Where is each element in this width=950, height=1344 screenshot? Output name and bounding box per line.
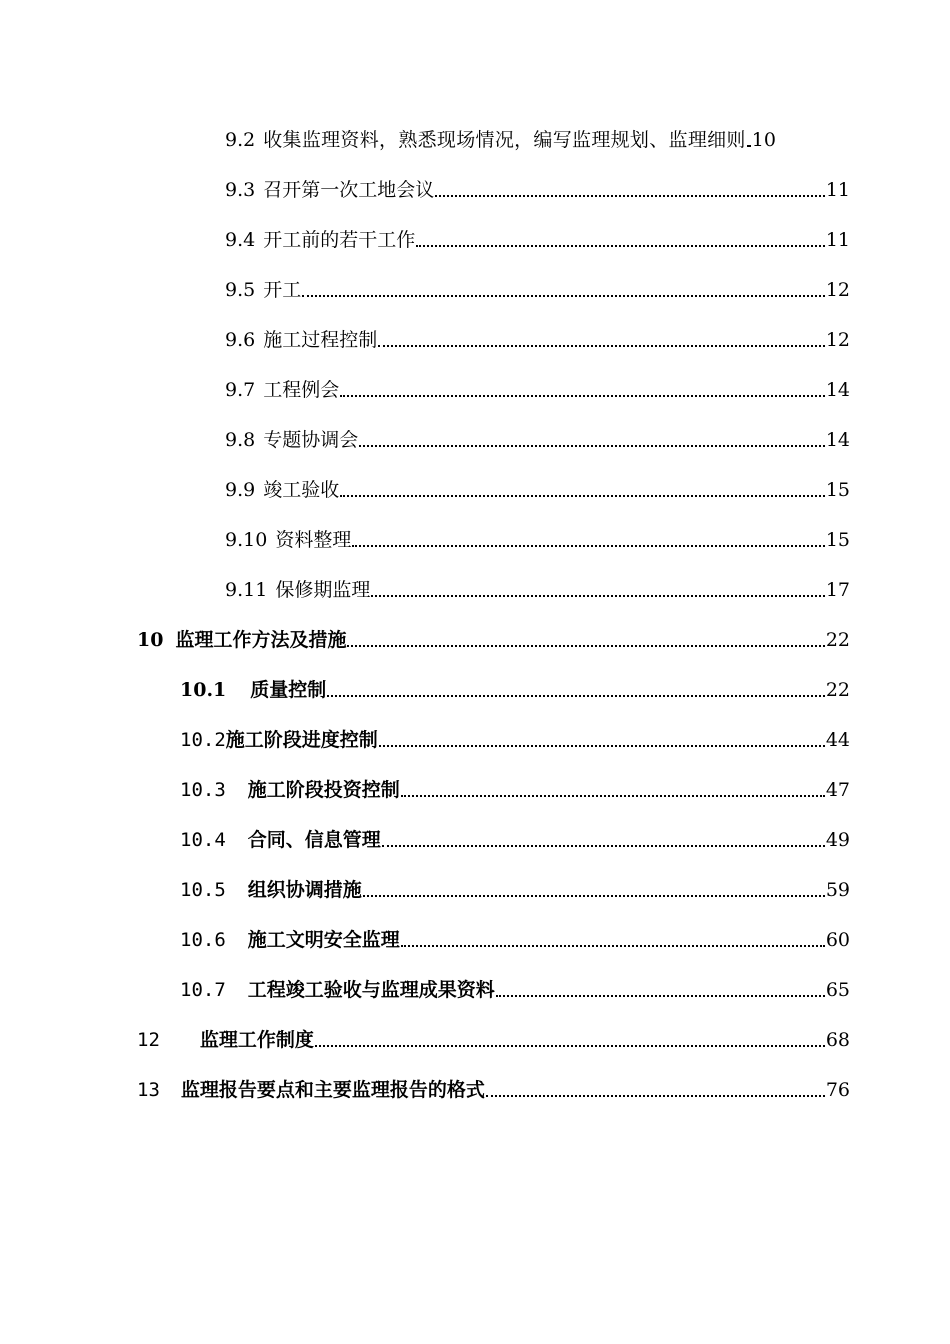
- toc-entry-10-3[interactable]: [180, 772, 850, 802]
- toc-entry-page: 22: [825, 679, 850, 701]
- toc-entry-number: 9.7: [225, 379, 256, 401]
- toc-entry-title: 工程竣工验收与监理成果资料: [247, 979, 495, 1001]
- toc-entry-title: 专题协调会: [263, 429, 359, 451]
- toc-leader-dots: [363, 894, 825, 897]
- toc-leader-dots: [347, 644, 824, 647]
- toc-entry-page: 12: [825, 329, 850, 351]
- toc-leader-dots: [496, 994, 825, 997]
- toc-entry-number: 9.6: [225, 329, 256, 351]
- toc-entry-page: 11: [825, 179, 850, 201]
- toc-entry-9-3[interactable]: [225, 172, 850, 202]
- toc-entry-number: 10.7: [180, 979, 226, 1001]
- toc-entry-10-5[interactable]: [180, 872, 850, 902]
- toc-entry-page: 10: [751, 129, 776, 151]
- toc-entry-page: 14: [825, 379, 850, 401]
- toc-entry-title: 工程例会: [263, 379, 340, 401]
- toc-entry-9-9[interactable]: [225, 472, 850, 502]
- toc-entry-9-8[interactable]: [225, 422, 850, 452]
- toc-leader-dots: [747, 144, 751, 147]
- toc-leader-dots: [327, 694, 825, 697]
- toc-entry-page: 14: [825, 429, 850, 451]
- toc-entry-number: 10.5: [180, 879, 226, 901]
- toc-entry-title: 资料整理: [275, 529, 352, 551]
- toc-entry-page: 65: [825, 979, 850, 1001]
- toc-entry-number: 10.3: [180, 779, 226, 801]
- toc-leader-dots: [382, 844, 825, 847]
- toc-entry-number: 10: [137, 629, 164, 651]
- toc-entry-9-7[interactable]: [225, 372, 850, 402]
- toc-entry-page: 59: [825, 879, 850, 901]
- toc-entry-title: 开工: [263, 279, 302, 301]
- toc-entry-10-4[interactable]: [180, 822, 850, 852]
- toc-entry-title: 收集监理资料，熟悉现场情况，编写监理规划、监理细则: [263, 129, 746, 151]
- toc-leader-dots: [486, 1094, 825, 1097]
- toc-entry-9-5[interactable]: [225, 272, 850, 302]
- toc-entry-title: 监理工作制度: [199, 1029, 314, 1051]
- toc-leader-dots: [340, 494, 825, 497]
- toc-entry-title: 组织协调措施: [247, 879, 362, 901]
- toc-entry-title: 保修期监理: [275, 579, 371, 601]
- toc-entry-9-2[interactable]: [225, 122, 850, 152]
- toc-entry-number: 9.5: [225, 279, 256, 301]
- toc-entry-number: 9.4: [225, 229, 256, 251]
- toc-entry-title: 竣工验收: [263, 479, 340, 501]
- toc-entry-title: 监理工作方法及措施: [175, 629, 347, 651]
- toc-entry-number: 9.9: [225, 479, 256, 501]
- toc-entry-title: 施工阶段进度控制: [225, 729, 378, 751]
- toc-entry-page: 60: [825, 929, 850, 951]
- toc-entry-page: 15: [825, 479, 850, 501]
- toc-leader-dots: [401, 944, 825, 947]
- toc-entry-number: 9.3: [225, 179, 256, 201]
- toc-entry-page: 17: [825, 579, 850, 601]
- toc-entry-number: 10.2: [180, 729, 226, 751]
- toc-entry-title: 开工前的若干工作: [263, 229, 416, 251]
- toc-entry-13[interactable]: [137, 1072, 850, 1102]
- toc-leader-dots: [378, 344, 825, 347]
- toc-entry-9-6[interactable]: [225, 322, 850, 352]
- toc-entry-title: 合同、信息管理: [247, 829, 381, 851]
- toc-entry-page: 44: [825, 729, 850, 751]
- toc-entry-10-7[interactable]: [180, 972, 850, 1002]
- toc-leader-dots: [401, 794, 825, 797]
- toc-leader-dots: [435, 194, 825, 197]
- toc-leader-dots: [302, 294, 825, 297]
- toc-entry-page: 49: [825, 829, 850, 851]
- toc-entry-page: 11: [825, 229, 850, 251]
- toc-entry-9-10[interactable]: [225, 522, 850, 552]
- toc-entry-page: 15: [825, 529, 850, 551]
- toc-entry-page: 47: [825, 779, 850, 801]
- toc-entry-number: 10.4: [180, 829, 226, 851]
- toc-leader-dots: [359, 444, 825, 447]
- toc-leader-dots: [315, 1044, 825, 1047]
- toc-entry-10-1[interactable]: [180, 672, 850, 702]
- toc-entry-number: 9.10: [225, 529, 268, 551]
- toc-leader-dots: [379, 744, 825, 747]
- toc-leader-dots: [371, 594, 824, 597]
- toc-entry-9-4[interactable]: [225, 222, 850, 252]
- toc-entry-page: 22: [825, 629, 850, 651]
- toc-entry-number: 10.6: [180, 929, 226, 951]
- toc-entry-title: 召开第一次工地会议: [263, 179, 435, 201]
- toc-leader-dots: [416, 244, 825, 247]
- toc-entry-12[interactable]: [137, 1022, 850, 1052]
- toc-leader-dots: [352, 544, 824, 547]
- toc-entry-page: 68: [825, 1029, 850, 1051]
- toc-entry-10[interactable]: [137, 622, 850, 652]
- toc-entry-title: 施工阶段投资控制: [247, 779, 400, 801]
- toc-entry-title: 施工过程控制: [263, 329, 378, 351]
- toc-entry-page: 12: [825, 279, 850, 301]
- toc-entry-10-6[interactable]: [180, 922, 850, 952]
- toc-entry-10-2[interactable]: [180, 722, 850, 752]
- toc-entry-title: 施工文明安全监理: [247, 929, 400, 951]
- toc-entry-title: 质量控制: [250, 679, 327, 701]
- toc-entry-page: 76: [825, 1079, 850, 1101]
- toc-entry-number: 12: [137, 1029, 160, 1051]
- toc-entry-number: 9.11: [225, 579, 268, 601]
- toc-entry-number: 9.2: [225, 129, 256, 151]
- toc-entry-number: 9.8: [225, 429, 256, 451]
- toc-entry-number: 10.1: [180, 679, 227, 701]
- toc-leader-dots: [340, 394, 825, 397]
- toc-entry-9-11[interactable]: [225, 572, 850, 602]
- toc-entry-title: 监理报告要点和主要监理报告的格式: [180, 1079, 485, 1101]
- toc-entry-number: 13: [137, 1079, 160, 1101]
